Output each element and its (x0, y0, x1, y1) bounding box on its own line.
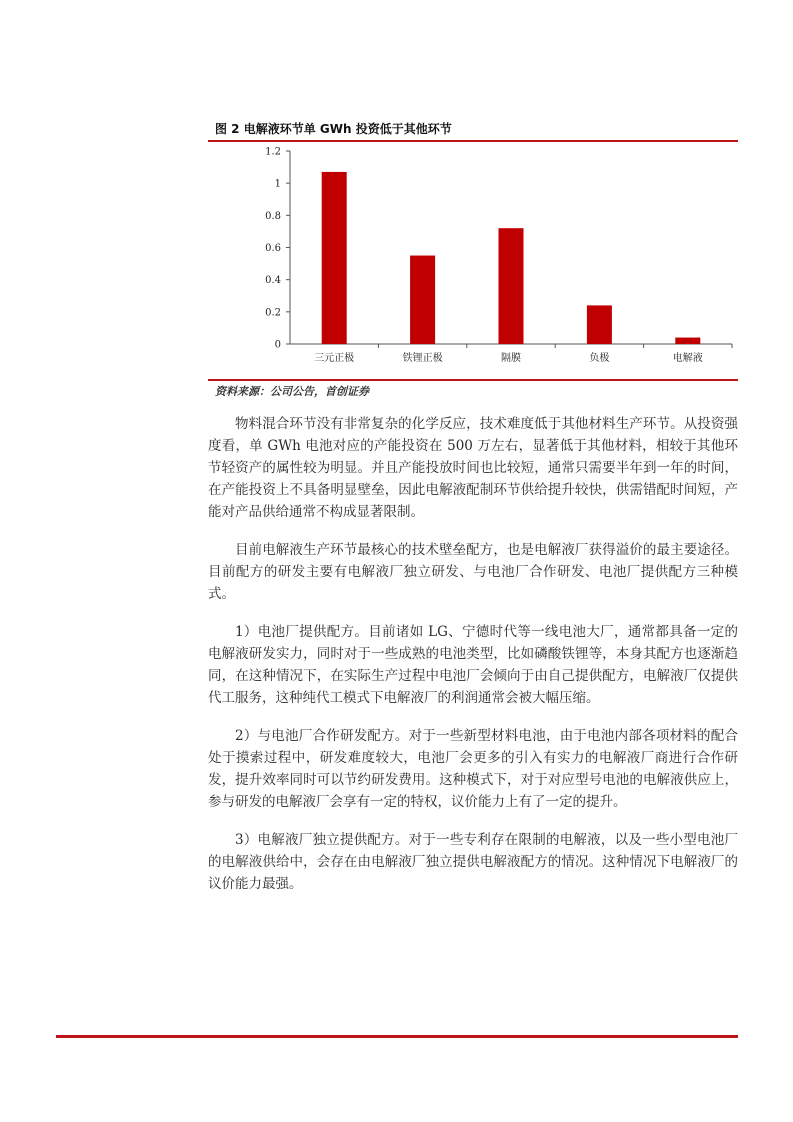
x-tick-label: 隔膜 (501, 353, 521, 364)
x-tick-label: 三元正极 (314, 353, 355, 364)
paragraph-2: 目前电解液生产环节最核心的技术壁垒配方，也是电解液厂获得溢价的最主要途径。目前配方的研发主要有电解液厂独立研发、与电池厂合作研发、电池厂提供配方三种模式。 (208, 542, 738, 602)
bar (499, 228, 524, 344)
y-tick-label: 1.2 (265, 146, 281, 158)
paragraph-5: 3）电解液厂独立提供配方。对于一些专利存在限制的电解液，以及一些小型电池厂的电解液供给中，会存在由电解液厂独立提供电解液配方的情况。这种情况下电解液厂的议价能力最强。 (208, 832, 738, 892)
bar-chart (208, 142, 738, 378)
paragraph-3: 1）电池厂提供配方。目前诸如 LG、宁德时代等一线电池大厂，通常都具备一定的电解液研发实力，同时对于一些成熟的电池类型，比如磷酸铁锂等，本身其配方也逐渐趋同，在这种情况下，在实际生产过程中电池厂会倾向于由自己提供配方，电解液厂仅提供代工服务，这种纯代工模式下电解液厂的利润通常会被大幅压缩。 (208, 624, 738, 706)
figure-title: 图 2 电解液环节单 GWh 投资低于其他环节 (215, 122, 452, 136)
y-tick-label: 0 (274, 339, 281, 351)
x-tick-label: 负极 (589, 353, 610, 364)
bar (675, 338, 700, 344)
footer-rule (56, 1035, 738, 1038)
bar (410, 256, 435, 344)
x-tick-label: 电解液 (672, 353, 703, 364)
y-tick-label: 0.2 (265, 307, 281, 319)
figure-source: 资料来源：公司公告，首创证券 (215, 385, 369, 398)
body-text (208, 413, 738, 911)
bar (587, 305, 612, 344)
chart-svg (208, 142, 738, 378)
paragraph-1: 物料混合环节没有非常复杂的化学反应，技术难度低于其他材料生产环节。从投资强度看，单 GWh 电池对应的产能投资在 500 万左右，显著低于其他材料，相较于其他环节轻资产的属性较为明显。并且产能投放时间也比较短，通常只需要半年到一年的时间，在产能投资上不具备明显壁垒，因此电解液配制环节供给提升较快，供需错配时间短，产能对产品供给通常不构成显著限制。 (208, 416, 738, 520)
y-tick-label: 1 (274, 178, 281, 190)
bar (322, 172, 347, 344)
x-tick-label: 铁锂正极 (402, 353, 443, 364)
y-tick-label: 0.4 (265, 275, 281, 287)
figure-bottom-rule (208, 379, 738, 381)
y-tick-label: 0.6 (265, 243, 281, 254)
paragraph-4: 2）与电池厂合作研发配方。对于一些新型材料电池，由于电池内部各项材料的配合处于摸索过程中，研发难度较大，电池厂会更多的引入有实力的电解液厂商进行合作研发，提升效率同时可以节约研发费用。这种模式下，对于对应型号电池的电解液供应上，参与研发的电解液厂会享有一定的特权，议价能力上有了一定的提升。 (208, 728, 738, 810)
y-tick-label: 0.8 (265, 210, 281, 222)
